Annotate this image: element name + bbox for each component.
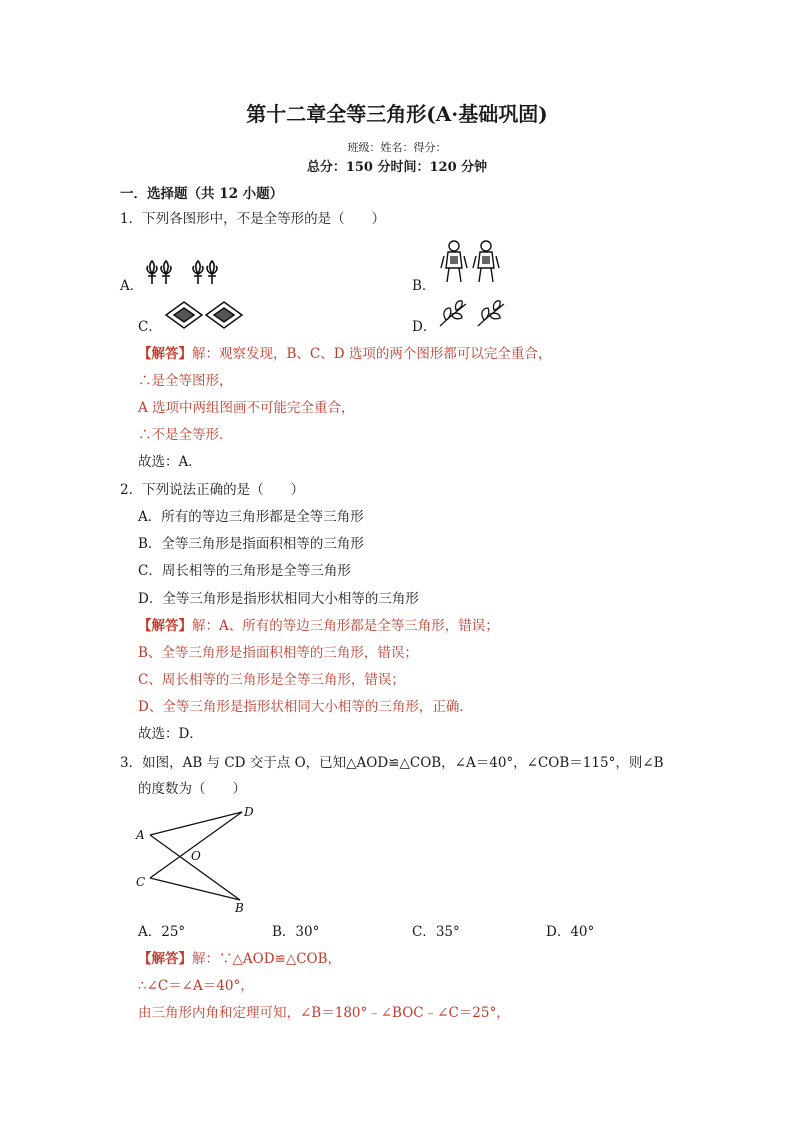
label-c: C (136, 875, 146, 889)
figure-people-image (440, 238, 506, 284)
segment-ab (150, 835, 240, 900)
q3-option-d: D．40° (546, 924, 595, 940)
q1-solution-tag: 【解答】 (138, 346, 192, 362)
label-a: A (136, 828, 145, 842)
intersecting-segments-diagram (130, 800, 270, 920)
q2-solution-tag: 【解答】 (138, 618, 192, 634)
q1-solution-line-4: ∴不是全等形． (138, 427, 233, 443)
label-d: D (244, 805, 254, 819)
q2-option-c: C．周长相等的三角形是全等三角形 (138, 563, 351, 579)
q2-stem: 2．下列说法正确的是（ ） (120, 482, 305, 498)
q3-option-c: C．35° (412, 924, 460, 940)
fleur-de-lis-image (146, 258, 226, 288)
q1-option-d-label: D． (412, 319, 437, 335)
label-o: O (191, 849, 201, 863)
meta-line: 班级：姓名：得分： (347, 141, 447, 154)
q2-solution-line-2: B、全等三角形是指面积相等的三角形，错误； (138, 645, 418, 661)
q3-solution-line-3: 由三角形内角和定理可知，∠B＝180°﹣∠BOC﹣∠C＝25°， (138, 1005, 510, 1021)
segment-cb (150, 878, 240, 900)
page-title: 第十二章全等三角形(A·基础巩固) (246, 102, 548, 126)
diamond-squares-image (164, 300, 244, 330)
q1-option-b-label: B． (412, 278, 436, 294)
q3-option-b: B．30° (272, 924, 320, 940)
q3-stem-line-1: 3．如图，AB 与 CD 交于点 O，已知△AOD≌△COB，∠A＝40°，∠COB＝115°，则∠B (120, 755, 664, 771)
q2-solution-line-4: D、全等三角形是指形状相同大小相等的三角形，正确． (138, 699, 473, 715)
q2-solution-line-1: 【解答】解：A、所有的等边三角形都是全等三角形，错误； (138, 618, 499, 634)
q1-solution-line-1: 【解答】解：观察发现，B、C、D 选项的两个图形都可以完全重合， (138, 346, 552, 362)
q2-option-a: A．所有的等边三角形都是全等三角形 (138, 509, 364, 525)
q3-option-a: A．25° (138, 924, 186, 940)
q1-stem: 1．下列各图形中，不是全等形的是（ ） (120, 211, 386, 227)
q1-option-c-label: C． (138, 319, 162, 335)
q3-stem-line-2: 的度数为（ ） (138, 781, 246, 797)
q3-solution-line-2: ∴∠C＝∠A＝40°， (138, 978, 254, 994)
q3-solution-line-1: 【解答】解：∵△AOD≌△COB， (138, 951, 342, 967)
q2-solution-line-3: C、周长相等的三角形是全等三角形，错误； (138, 672, 405, 688)
q2-answer: 故选：D． (138, 726, 203, 742)
q3-solution-tag: 【解答】 (138, 951, 192, 967)
label-b: B (235, 901, 244, 915)
section-heading: 一．选择题（共 12 小题） (120, 186, 284, 202)
q1-solution-line-3: A 选项中两组图画不可能完全重合， (138, 400, 355, 416)
q2-option-b: B．全等三角形是指面积相等的三角形 (138, 536, 364, 552)
q1-option-a-label: A． (120, 278, 144, 294)
q1-answer: 故选：A． (138, 454, 202, 470)
leaf-branch-image (436, 298, 512, 330)
segment-ad (150, 812, 242, 835)
q1-solution-line-2: ∴是全等图形， (138, 373, 233, 389)
meta-line-score-time: 总分：150 分时间：120 分钟 (306, 160, 488, 175)
q2-option-d: D．全等三角形是指形状相同大小相等的三角形 (138, 591, 419, 607)
